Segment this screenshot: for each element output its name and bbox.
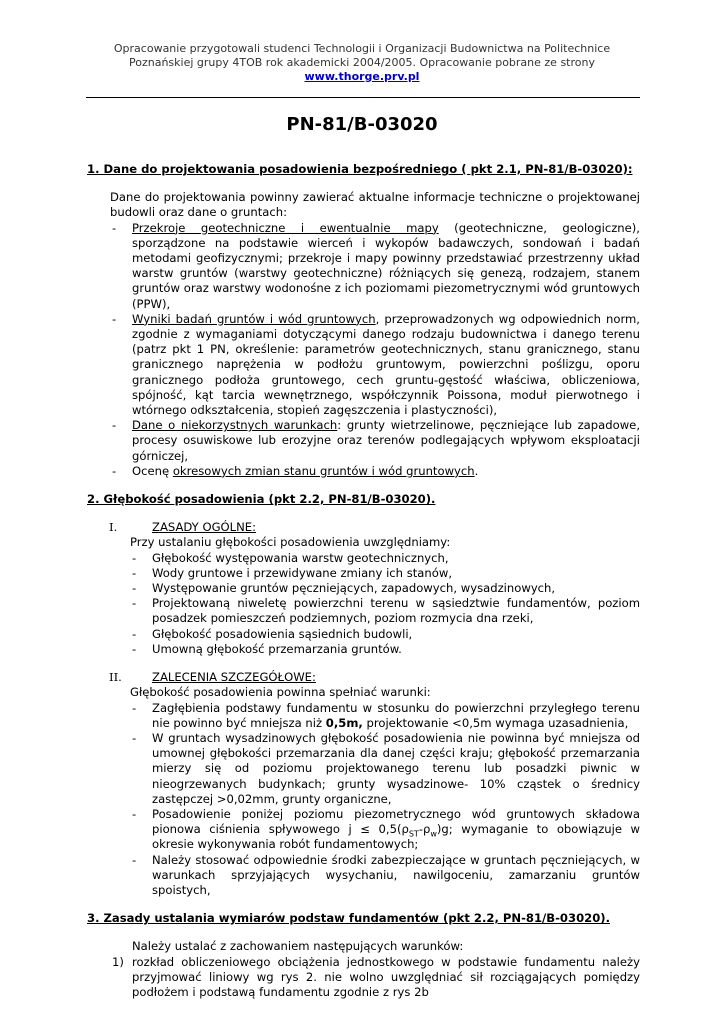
document-header bbox=[80, 42, 644, 84]
item-text: W gruntach wysadzinowych głębokość posadowienia nie powinna być mniejsza od umownej głębokości przemarzania dla danej części kraju; głębokość przemarzania mierzy się od poziomu projektowanego terenu lub posadzki piwnic w nieogrzewanych budynkach; grunty wysadzinowe- 10% cząstek o średnicy zastępczej >0,02mm, grunty organiczne, bbox=[152, 730, 640, 806]
numbered-item bbox=[110, 955, 640, 1001]
list-item bbox=[130, 566, 640, 581]
list-item bbox=[110, 464, 640, 479]
bullet-dash: - bbox=[132, 730, 137, 745]
section-1-body bbox=[110, 190, 640, 479]
item-text: Zagłębienia podstawy fundamentu w stosunku do powierzchni przyległego terenu nie powinno być mniejsza niż bbox=[152, 700, 640, 730]
item-bold-value: 0,5m, bbox=[325, 715, 363, 730]
item-text: Ocenę bbox=[132, 463, 173, 478]
item-text: Umowną głębokość przemarzania gruntów. bbox=[152, 641, 402, 656]
list-item bbox=[130, 581, 640, 596]
list-item bbox=[130, 596, 640, 626]
item-text: (geotechniczne, geologiczne), sporządzone na podstawie wierceń i wykopów badawczych, sondowań i badań metodami geofizycznymi; przekroje i mapy powinny przedstawiać przestrzenny układ warstw gruntów (warstwy geotechniczne) różniących się genezą, rodzajem, stanem gruntów oraz warstwy wodonośne z ich poziomami piezometrycznymi wód gruntowych (PPW), bbox=[132, 220, 640, 311]
list-item bbox=[130, 627, 640, 642]
list-item bbox=[110, 221, 640, 312]
section-3-intro: Należy ustalać z zachowaniem następujących warunków: bbox=[132, 939, 464, 954]
section-2-heading: 2. Głębokość posadowienia (pkt 2.2, PN-81/B-03020). bbox=[87, 492, 436, 507]
general-rules-list bbox=[130, 551, 640, 657]
item-text: Wody gruntowe i przewidywane zmiany ich stanów, bbox=[152, 565, 452, 580]
bullet-dash: - bbox=[112, 463, 117, 478]
item-text: Występowanie gruntów pęczniejących, zapadowych, wysadzinowych, bbox=[152, 581, 556, 596]
list-item bbox=[130, 642, 640, 657]
list-item bbox=[130, 551, 640, 566]
item-text: Głębokość występowania warstw geotechnicznych, bbox=[152, 550, 449, 565]
bullet-dash: - bbox=[112, 311, 117, 326]
subsection-intro: Głębokość posadowienia powinna spełniać warunki: bbox=[130, 685, 431, 700]
subsection-detailed-recommendations bbox=[87, 670, 640, 685]
section-1-intro: Dane do projektowania powinny zawierać aktualne informacje techniczne o projektowanej budowli oraz dane o gruntach: bbox=[110, 190, 640, 220]
subscript: w bbox=[430, 829, 437, 839]
header-line-1: Opracowanie przygotowali studenci Technologii i Organizacji Budownictwa na Politechnice bbox=[113, 42, 611, 55]
bullet-dash: - bbox=[132, 581, 137, 596]
item-text: )g; wymaganie to obowiązuje w okresie wykonywania robót fundamentowych; bbox=[152, 822, 640, 852]
item-text: rozkład obliczeniowego obciążenia jednostkowego w podstawie fundamentu należy przyjmować liniowy wg rys 2. nie wolno uwzględniać sił rozciągających pomiędzy podłożem i podstawą fundamentu zgodnie z rys 2b bbox=[132, 954, 640, 999]
item-text: . bbox=[474, 463, 479, 478]
subsection-title: ZALECENIA SZCZEGÓŁOWE: bbox=[152, 670, 316, 685]
bullet-dash: - bbox=[112, 220, 117, 235]
section-3-heading: 3. Zasady ustalania wymiarów podstaw fundamentów (pkt 2.2, PN-81/B-03020). bbox=[87, 911, 610, 926]
item-text: : grunty wietrzelinowe, pęczniejące lub zapadowe, procesy osuwiskowe lub erozyjne oraz terenów podlegających wpływom eksploatacji górniczej, bbox=[132, 418, 641, 463]
bullet-dash: - bbox=[132, 550, 137, 565]
item-text: Projektowaną niweletę powierzchni terenu w sąsiedztwie fundamentów, poziom posadzek pomieszczeń podziemnych, poziom rozmycia dna rzeki, bbox=[152, 596, 640, 626]
section-1-heading: 1. Dane do projektowania posadowienia bezpośredniego ( pkt 2.1, PN-81/B-03020): bbox=[87, 162, 633, 176]
list-item bbox=[130, 701, 640, 731]
bullet-dash: - bbox=[132, 626, 137, 641]
document-title: PN-81/B-03020 bbox=[286, 114, 438, 135]
bullet-dash: - bbox=[112, 418, 117, 433]
bullet-dash: - bbox=[132, 596, 137, 611]
detailed-recommendations-list bbox=[130, 701, 640, 899]
roman-numeral: II. bbox=[109, 670, 122, 685]
item-underlined-text: okresowych zmian stanu gruntów i wód gruntowych bbox=[172, 463, 475, 478]
list-item bbox=[110, 418, 640, 464]
item-text: projektowanie <0,5m wymaga uzasadnienia, bbox=[362, 715, 629, 730]
list-item bbox=[130, 853, 640, 899]
item-text: -ρ bbox=[418, 822, 431, 837]
subscript: ST bbox=[408, 829, 419, 839]
source-link[interactable]: www.thorge.prv.pl bbox=[304, 70, 420, 83]
bullet-dash: - bbox=[132, 641, 137, 656]
item-text: , przeprowadzonych wg odpowiednich norm, zgodnie z wymaganiami dotyczącymi danego rodzaju budownictwa i danego terenu (patrz pkt 1 PN, określenie: parametrów geotechnicznych, stanu granicznego, stanu granicznego naprężenia w podłożu gruntowym, powierzchni poślizgu, oporu granicznego podłoża gruntowego, cech gruntu-gęstość właściwa, obliczeniowa, spójność, kąt tarcia wewnętrznego, współczynnik Poissona, moduł pierwotnego i wtórnego odkształcenia, stopień zagęszczenia i plastyczności), bbox=[132, 311, 640, 418]
bullet-dash: - bbox=[132, 806, 137, 821]
subsection-general-rules bbox=[87, 520, 640, 535]
bullet-dash: - bbox=[132, 852, 137, 867]
item-text: Posadowienie poniżej poziomu piezometrycznego wód gruntowych składowa pionowa ciśnienia spływowego j ≤ 0,5(ρ bbox=[152, 806, 640, 837]
item-text: Należy stosować odpowiednie środki zabezpieczające w gruntach pęczniejących, w warunkach sprzyjających wysychaniu, nawilgoceniu, zamarzaniu gruntów spoistych, bbox=[152, 852, 640, 897]
section-3-body bbox=[110, 939, 640, 1000]
header-divider bbox=[86, 97, 640, 98]
subsection-intro: Przy ustalaniu głębokości posadowienia uwzględniamy: bbox=[130, 535, 451, 550]
item-text: Głębokość posadowienia sąsiednich budowli, bbox=[152, 626, 413, 641]
list-item bbox=[130, 731, 640, 807]
document-body bbox=[87, 162, 640, 1000]
item-underlined-text: Przekroje geotechniczne i ewentualnie mapy bbox=[132, 220, 439, 235]
bullet-dash: - bbox=[132, 700, 137, 715]
bullet-dash: - bbox=[132, 565, 137, 580]
item-underlined-text: Dane o niekorzystnych warunkach bbox=[132, 418, 338, 433]
header-line-2: Poznańskiej grupy 4TOB rok akademicki 2004/2005. Opracowanie pobrane ze strony bbox=[129, 56, 595, 69]
item-number: 1) bbox=[112, 954, 124, 969]
list-item bbox=[110, 312, 640, 418]
subsection-title: ZASADY OGÓLNE: bbox=[152, 520, 257, 535]
roman-numeral: I. bbox=[109, 520, 118, 535]
list-item bbox=[130, 807, 640, 853]
item-underlined-text: Wyniki badań gruntów i wód gruntowych bbox=[132, 311, 376, 326]
